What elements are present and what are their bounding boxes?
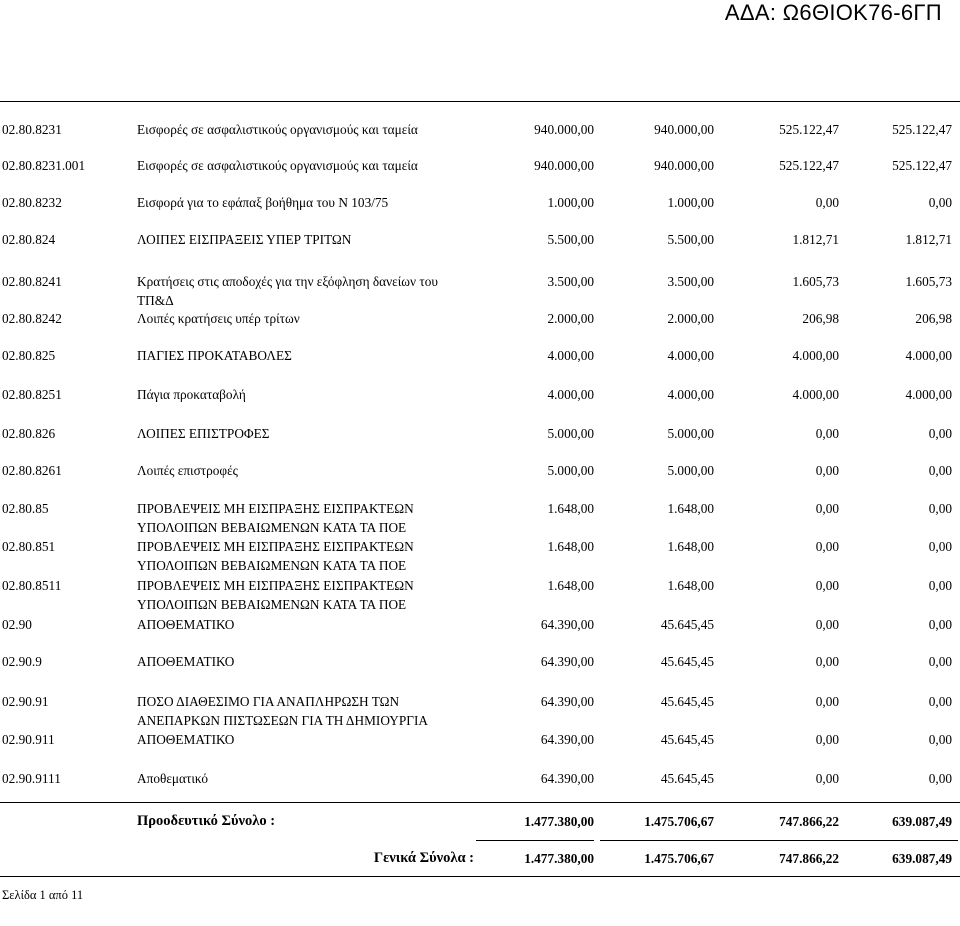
value-col-2: 45.645,45 [660, 771, 714, 786]
ada-code: ΑΔΑ: Ω6ΘΙΟΚ76-6ΓΠ [724, 0, 942, 25]
value-col-2: 4.000,00 [667, 387, 714, 402]
account-description: ΥΠΟΛΟΙΠΩΝ ΒΕΒΑΙΩΜΕΝΩΝ ΚΑΤΑ ΤΑ ΠΟΕ [137, 558, 407, 573]
value-col-1: 1.648,00 [547, 539, 594, 554]
account-description: Εισφορές σε ασφαλιστικούς οργανισμούς και ταμεία [137, 158, 418, 173]
value-col-2: 940.000,00 [654, 158, 714, 173]
value-col-2: 5.500,00 [667, 232, 714, 247]
account-description: Πάγια προκαταβολή [137, 387, 246, 402]
account-code: 02.90.9111 [2, 771, 61, 786]
value-col-4: 0,00 [928, 654, 952, 669]
account-description: ΠΟΣΟ ΔΙΑΘΕΣΙΜΟ ΓΙΑ ΑΝΑΠΛΗΡΩΣΗ ΤΩΝ [137, 694, 400, 709]
value-col-2: 5.000,00 [667, 426, 714, 441]
value-col-4: 4.000,00 [905, 348, 952, 363]
value-col-3: 0,00 [815, 654, 839, 669]
totals-divider-left [476, 840, 594, 841]
progressive-total-label: Προοδευτικό Σύνολο : [137, 813, 276, 829]
account-description: Κρατήσεις στις αποδοχές για την εξόφληση δανείων του [137, 274, 438, 289]
value-col-1: 3.500,00 [547, 274, 594, 289]
value-col-3: 0,00 [815, 732, 839, 747]
value-col-4: 0,00 [928, 539, 952, 554]
account-description: ΠΡΟΒΛΕΨΕΙΣ ΜΗ ΕΙΣΠΡΑΞΗΣ ΕΙΣΠΡΑΚΤΕΩΝ [137, 501, 414, 516]
value-col-3: 0,00 [815, 501, 839, 516]
value-col-4: 0,00 [928, 426, 952, 441]
account-code: 02.80.8261 [2, 463, 62, 478]
value-col-1: 64.390,00 [540, 732, 594, 747]
value-col-3: 0,00 [815, 771, 839, 786]
account-description: ΥΠΟΛΟΙΠΩΝ ΒΕΒΑΙΩΜΕΝΩΝ ΚΑΤΑ ΤΑ ΠΟΕ [137, 520, 407, 535]
progressive-total-v4: 639.087,49 [892, 814, 952, 829]
account-code: 02.90.9 [2, 654, 42, 669]
account-description: Εισφορά για το εφάπαξ βοήθημα του Ν 103/75 [137, 195, 389, 210]
account-description: ΑΠΟΘΕΜΑΤΙΚΟ [137, 732, 235, 747]
value-col-4: 525.122,47 [892, 158, 952, 173]
value-col-1: 940.000,00 [534, 122, 594, 137]
account-code: 02.80.8242 [2, 311, 62, 326]
value-col-3: 0,00 [815, 578, 839, 593]
value-col-3: 4.000,00 [792, 348, 839, 363]
value-col-3: 0,00 [815, 617, 839, 632]
value-col-4: 0,00 [928, 463, 952, 478]
value-col-1: 64.390,00 [540, 617, 594, 632]
account-code: 02.90 [2, 617, 32, 632]
value-col-1: 4.000,00 [547, 387, 594, 402]
value-col-3: 525.122,47 [779, 158, 839, 173]
value-col-1: 64.390,00 [540, 694, 594, 709]
value-col-1: 4.000,00 [547, 348, 594, 363]
account-code: 02.80.851 [2, 539, 56, 554]
totals-divider-right [600, 840, 958, 841]
account-description: Αποθεματικό [137, 771, 208, 786]
value-col-1: 940.000,00 [534, 158, 594, 173]
account-code: 02.90.91 [2, 694, 49, 709]
account-description: ΠΡΟΒΛΕΨΕΙΣ ΜΗ ΕΙΣΠΡΑΞΗΣ ΕΙΣΠΡΑΚΤΕΩΝ [137, 539, 414, 554]
value-col-1: 5.000,00 [547, 463, 594, 478]
value-col-1: 2.000,00 [547, 311, 594, 326]
value-col-3: 206,98 [802, 311, 839, 326]
account-description: ΥΠΟΛΟΙΠΩΝ ΒΕΒΑΙΩΜΕΝΩΝ ΚΑΤΑ ΤΑ ΠΟΕ [137, 597, 407, 612]
value-col-3: 0,00 [815, 694, 839, 709]
grand-total-v1: 1.477.380,00 [524, 851, 594, 866]
account-code: 02.80.8232 [2, 195, 62, 210]
value-col-4: 1.605,73 [905, 274, 952, 289]
value-col-4: 206,98 [915, 311, 952, 326]
value-col-2: 1.000,00 [667, 195, 714, 210]
account-description: ΠΡΟΒΛΕΨΕΙΣ ΜΗ ΕΙΣΠΡΑΞΗΣ ΕΙΣΠΡΑΚΤΕΩΝ [137, 578, 414, 593]
progressive-total-v2: 1.475.706,67 [644, 814, 714, 829]
value-col-3: 0,00 [815, 426, 839, 441]
page-number: Σελίδα 1 από 11 [2, 888, 84, 902]
value-col-2: 45.645,45 [660, 617, 714, 632]
account-code: 02.80.85 [2, 501, 49, 516]
account-code: 02.80.8231.001 [2, 158, 86, 173]
value-col-2: 45.645,45 [660, 654, 714, 669]
account-description: ΤΠ&Δ [137, 293, 174, 308]
grand-total-v2: 1.475.706,67 [644, 851, 714, 866]
top-rule [0, 101, 960, 102]
value-col-2: 5.000,00 [667, 463, 714, 478]
grand-total-v4: 639.087,49 [892, 851, 952, 866]
account-description: ΑΝΕΠΑΡΚΩΝ ΠΙΣΤΩΣΕΩΝ ΓΙΑ ΤΗ ΔΗΜΙΟΥΡΓΙΑ [137, 713, 428, 728]
account-code: 02.80.8511 [2, 578, 62, 593]
value-col-2: 45.645,45 [660, 732, 714, 747]
value-col-4: 0,00 [928, 501, 952, 516]
account-description: ΛΟΙΠΕΣ ΕΠΙΣΤΡΟΦΕΣ [137, 426, 270, 441]
account-code: 02.80.8241 [2, 274, 62, 289]
value-col-2: 1.648,00 [667, 539, 714, 554]
value-col-1: 1.000,00 [547, 195, 594, 210]
account-description: Εισφορές σε ασφαλιστικούς οργανισμούς και ταμεία [137, 122, 418, 137]
value-col-1: 64.390,00 [540, 654, 594, 669]
account-code: 02.80.8231 [2, 122, 62, 137]
progressive-total-v3: 747.866,22 [779, 814, 839, 829]
value-col-4: 0,00 [928, 694, 952, 709]
value-col-3: 1.812,71 [792, 232, 839, 247]
value-col-3: 0,00 [815, 539, 839, 554]
value-col-2: 4.000,00 [667, 348, 714, 363]
value-col-4: 0,00 [928, 195, 952, 210]
grand-total-label: Γενικά Σύνολα : [373, 850, 474, 866]
value-col-3: 4.000,00 [792, 387, 839, 402]
value-col-4: 525.122,47 [892, 122, 952, 137]
account-description: Λοιπές κρατήσεις υπέρ τρίτων [137, 311, 300, 326]
value-col-4: 4.000,00 [905, 387, 952, 402]
progressive-total-v1: 1.477.380,00 [524, 814, 594, 829]
value-col-1: 1.648,00 [547, 501, 594, 516]
value-col-1: 64.390,00 [540, 771, 594, 786]
value-col-3: 0,00 [815, 195, 839, 210]
value-col-4: 0,00 [928, 617, 952, 632]
account-code: 02.90.911 [2, 732, 55, 747]
value-col-2: 3.500,00 [667, 274, 714, 289]
footer-rule [0, 876, 960, 877]
value-col-3: 0,00 [815, 463, 839, 478]
totals-top-rule [0, 802, 960, 803]
grand-total-v3: 747.866,22 [779, 851, 839, 866]
account-code: 02.80.8251 [2, 387, 62, 402]
value-col-2: 2.000,00 [667, 311, 714, 326]
value-col-2: 45.645,45 [660, 694, 714, 709]
value-col-4: 1.812,71 [905, 232, 952, 247]
account-description: Λοιπές επιστροφές [137, 463, 238, 478]
account-code: 02.80.825 [2, 348, 56, 363]
value-col-1: 5.500,00 [547, 232, 594, 247]
value-col-4: 0,00 [928, 578, 952, 593]
value-col-4: 0,00 [928, 732, 952, 747]
value-col-3: 1.605,73 [792, 274, 839, 289]
value-col-4: 0,00 [928, 771, 952, 786]
value-col-3: 525.122,47 [779, 122, 839, 137]
account-code: 02.80.826 [2, 426, 56, 441]
account-code: 02.80.824 [2, 232, 56, 247]
account-description: ΛΟΙΠΕΣ ΕΙΣΠΡΑΞΕΙΣ ΥΠΕΡ ΤΡΙΤΩΝ [137, 232, 352, 247]
value-col-2: 940.000,00 [654, 122, 714, 137]
account-description: ΑΠΟΘΕΜΑΤΙΚΟ [137, 654, 235, 669]
value-col-1: 5.000,00 [547, 426, 594, 441]
value-col-2: 1.648,00 [667, 578, 714, 593]
account-description: ΠΑΓΙΕΣ ΠΡΟΚΑΤΑΒΟΛΕΣ [137, 348, 292, 363]
value-col-2: 1.648,00 [667, 501, 714, 516]
account-description: ΑΠΟΘΕΜΑΤΙΚΟ [137, 617, 235, 632]
value-col-1: 1.648,00 [547, 578, 594, 593]
